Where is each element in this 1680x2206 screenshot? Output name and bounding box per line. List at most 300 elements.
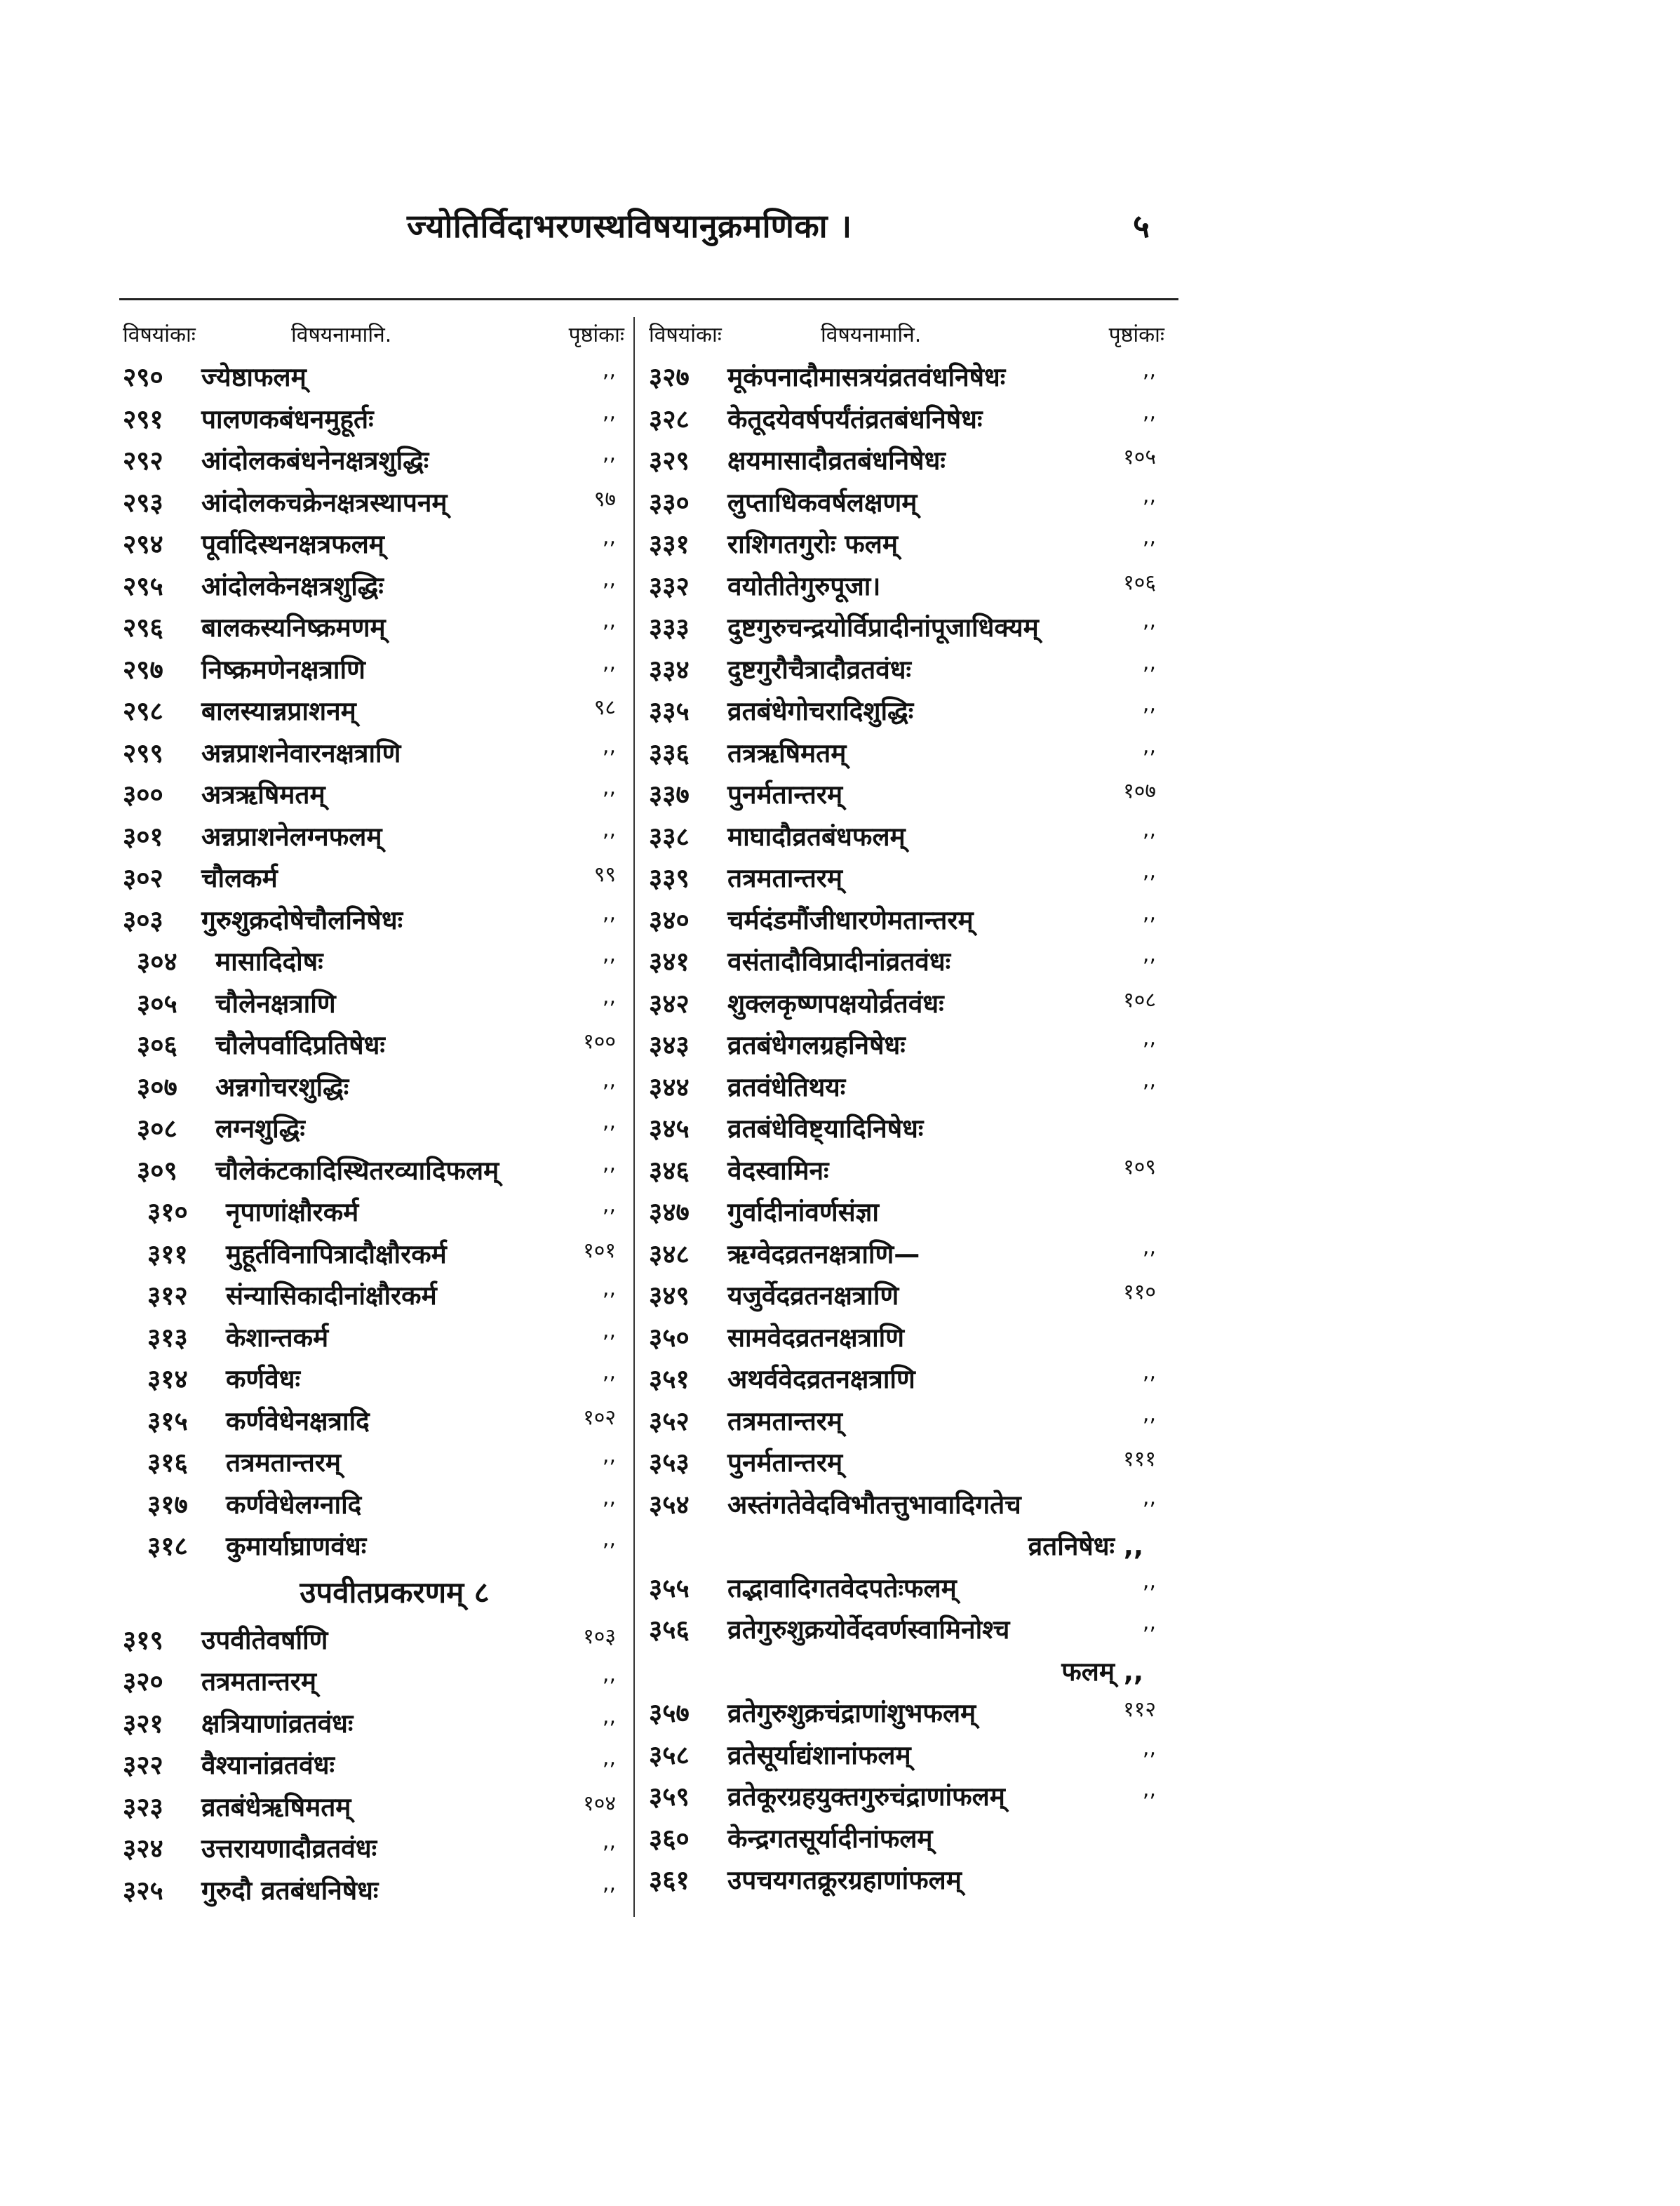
entry-page: ,, [602, 1318, 616, 1343]
toc-entry [123, 1318, 624, 1361]
entry-page: ,, [602, 441, 616, 466]
toc-entry [123, 901, 624, 943]
entry-title: आंदोलकचक्रेनक्षत्रस्थापनम् [201, 487, 448, 518]
toc-entry [123, 358, 624, 400]
entry-title: ज्येष्ठाफलम् [201, 362, 307, 392]
entry-number: ३२२ [123, 1750, 163, 1780]
toc-entry [649, 1026, 1164, 1068]
entry-number: २९७ [123, 654, 163, 685]
entry-title: तत्रमतान्तरम् [727, 1405, 843, 1436]
entry-title: मासादिदोषः [215, 947, 323, 977]
toc-entry [649, 650, 1164, 693]
entry-title: संन्यासिकादीनांक्षौरकर्म [226, 1281, 437, 1311]
entry-number: ३५१ [649, 1364, 690, 1394]
entry-title: अस्तंगतेवेदविभौतत्तुभावादिगतेच [727, 1489, 1021, 1520]
right-column-header [649, 319, 1164, 358]
toc-entry [649, 734, 1164, 776]
entry-title: वसंतादौविप्रादीनांव्रतवंधः [727, 947, 951, 977]
toc-entry [123, 525, 624, 567]
toc-entry [649, 1610, 1164, 1652]
entry-page: ,, [1142, 817, 1156, 842]
entry-page: ,, [1142, 692, 1156, 716]
entry-title: व्रतबंधेऋषिमतम् [201, 1791, 351, 1822]
entry-number: ३५४ [649, 1489, 690, 1520]
column-divider [633, 317, 635, 1917]
toc-entry [123, 1068, 624, 1110]
toc-entry [123, 1621, 624, 1663]
entry-title: व्रतेगुरुशुक्रयोर्वेदवर्णस्वामिनोश्च [727, 1615, 1010, 1645]
toc-entry [649, 483, 1164, 526]
entry-number: ३३३ [649, 613, 690, 643]
entry-title: गुरुशुक्रदोषेचौलनिषेधः [201, 904, 403, 935]
header-rule [119, 298, 1178, 300]
entry-title: यजुर्वेदव्रतनक्षत्राणि [727, 1281, 899, 1311]
name-header: विषयनामानि. [821, 323, 922, 347]
entry-page: ,, [602, 399, 616, 425]
entry-number: ३२७ [649, 362, 690, 392]
entry-number: ३४२ [649, 988, 690, 1019]
toc-entry [123, 734, 624, 776]
entry-page: ,, [602, 1829, 616, 1854]
toc-entry [123, 1402, 624, 1444]
serial-header: विषयांकाः [123, 323, 196, 347]
entry-number: ३१० [147, 1197, 188, 1227]
toc-entry [649, 1485, 1164, 1528]
toc-entry [649, 608, 1164, 650]
toc-entry [123, 775, 624, 817]
entry-number: ३४७ [649, 1197, 690, 1227]
toc-entry [123, 1746, 624, 1788]
entry-number: ३०१ [123, 821, 163, 852]
entry-number: ३०६ [137, 1030, 177, 1060]
entry-title: पुनर्मतान्तरम् [727, 780, 843, 810]
entry-title: तत्रमतान्तरम् [226, 1448, 342, 1478]
toc-entry [123, 1485, 624, 1528]
entry-page: ,, [1142, 1485, 1156, 1510]
entry-page: ,, [602, 1662, 616, 1687]
toc-entry [123, 1662, 624, 1704]
entry-number: २९६ [123, 613, 163, 643]
entry-number: ३०२ [123, 863, 163, 893]
entry-number: ३१४ [147, 1364, 188, 1394]
toc-entry [123, 692, 624, 734]
toc-entry [649, 358, 1164, 400]
toc-entry [123, 1443, 624, 1485]
toc-entry [649, 525, 1164, 567]
toc-entry [649, 1360, 1164, 1402]
entry-title: तत्रमतान्तरम् [727, 863, 843, 893]
entry-title: केशान्तकर्म [226, 1322, 329, 1353]
entry-title: केतूदयेवर्षपर्यंतंव्रतबंधनिषेधः [727, 403, 983, 434]
entry-number: ३२१ [123, 1708, 163, 1739]
entry-number: ३०९ [137, 1155, 177, 1186]
entry-number: ३१७ [147, 1489, 188, 1520]
toc-entry [123, 441, 624, 483]
entry-title: कुमार्याघ्राणवंधः [226, 1531, 367, 1561]
page-header-label: पृष्ठांकाः [568, 323, 624, 347]
entry-page: ,, [602, 608, 616, 633]
entry-number: ३१६ [147, 1448, 188, 1478]
entry-page: ,, [1142, 1067, 1156, 1092]
entry-page: ,, [602, 358, 616, 382]
toc-entry [649, 859, 1164, 901]
entry-number: ३५२ [649, 1405, 690, 1436]
right-column [649, 319, 1164, 1903]
entry-title: मुहूर्तविनापित्रादौक्षौरकर्म [226, 1238, 447, 1269]
entry-page: ,, [1142, 1735, 1156, 1760]
right-entries-a [649, 358, 1164, 1527]
entry-title: उत्तरायणादौव्रतवंधः [201, 1833, 377, 1864]
toc-entry [649, 1402, 1164, 1444]
toc-entry [123, 567, 624, 609]
entry-page: ,, [602, 1443, 616, 1468]
entry-number: ३५५ [649, 1572, 690, 1603]
entry-page: ११२ [1123, 1697, 1156, 1722]
entry-page: १०५ [1123, 445, 1156, 469]
toc-entry [649, 567, 1164, 609]
entry-page: ,, [602, 900, 616, 925]
entry-page: ,, [602, 1871, 616, 1896]
entry-title: उपवीतेवर्षाणि [201, 1624, 328, 1655]
entry-number: ३४४ [649, 1071, 690, 1102]
entry-page: ,, [602, 1276, 616, 1301]
entry-title: वेदस्वामिनः [727, 1155, 829, 1186]
toc-entry [649, 692, 1164, 734]
entry-page: ,, [1142, 1026, 1156, 1050]
entry-number: ३३६ [649, 737, 690, 768]
continuation-line: व्रतनिषेधः ,, [1028, 1531, 1143, 1561]
entry-page: ,, [602, 650, 616, 675]
page-header [0, 203, 1680, 246]
entry-number: ३०७ [137, 1071, 177, 1102]
toc-entry [123, 1871, 624, 1913]
entry-title: व्रतेगुरुशुक्रचंद्राणांशुभफलम् [727, 1698, 976, 1728]
entry-number: ३३१ [649, 529, 690, 559]
right-entries-b [649, 1569, 1164, 1652]
entry-number: ३६० [649, 1823, 690, 1854]
entry-number: ३३५ [649, 696, 690, 726]
toc-entry [123, 1527, 624, 1569]
entry-number: ३१८ [147, 1531, 188, 1561]
entry-title: उपचयगतक्रूरग्रहाणांफलम् [727, 1865, 962, 1895]
entry-number: ३१९ [123, 1624, 163, 1655]
toc-entry [649, 1235, 1164, 1277]
entry-title: केन्द्रगतसूर्यादीनांफलम् [727, 1823, 933, 1854]
page-header-label: पृष्ठांकाः [1108, 323, 1164, 347]
entry-page: ,, [602, 1151, 616, 1176]
entry-number: २९४ [123, 529, 163, 559]
toc-entry [649, 901, 1164, 943]
entry-title: अथर्ववेदव्रतनक्षत्राणि [727, 1364, 915, 1394]
entry-page: ,, [1142, 859, 1156, 883]
entry-number: ३२५ [123, 1875, 163, 1906]
entry-number: ३४९ [649, 1281, 690, 1311]
entry-title: आंदोलकेनक्षत्रशुद्धिः [201, 570, 384, 601]
entry-title: क्षयमासादौव्रतबंधनिषेधः [727, 446, 946, 476]
toc-entry [123, 1704, 624, 1746]
toc-entry [123, 1235, 624, 1277]
left-column-header [123, 319, 624, 358]
entry-page: ,, [1142, 1568, 1156, 1593]
entry-title: क्षत्रियाणांव्रतवंधः [201, 1708, 354, 1739]
entry-page: ,, [602, 1527, 616, 1551]
entry-number: ३५३ [649, 1448, 690, 1478]
toc-entry [123, 400, 624, 442]
entry-number: ३०८ [137, 1114, 177, 1144]
entry-page: ,, [602, 984, 616, 1009]
entry-number: ३२८ [649, 403, 690, 434]
entry-page: १०२ [583, 1405, 616, 1430]
toc-entry [123, 1360, 624, 1402]
entry-page: १०६ [1123, 570, 1156, 595]
toc-entry [649, 1777, 1164, 1819]
entry-page: ,, [602, 1746, 616, 1770]
toc-entry [123, 650, 624, 693]
entry-page: ,, [602, 566, 616, 591]
entry-page: १०७ [1123, 779, 1156, 803]
toc-entry [123, 984, 624, 1027]
entry-page: ,, [1142, 733, 1156, 758]
entry-title: दुष्टगुरुचन्द्रयोर्विप्रादीनांपूजाधिक्यम् [727, 613, 1039, 643]
continuation-line: फलम् ,, [1061, 1656, 1143, 1687]
toc-entry [123, 483, 624, 526]
toc-entry [123, 859, 624, 901]
entry-page: ,, [602, 733, 616, 758]
entry-page: ,, [602, 775, 616, 800]
entry-number: ३३८ [649, 821, 690, 852]
entry-title: मूकंपनादौमासत्रयंव्रतवंधनिषेधः [727, 362, 1006, 392]
entry-page: १०४ [583, 1791, 616, 1816]
entry-number: २९५ [123, 570, 163, 601]
entry-title: पुनर्मतान्तरम् [727, 1448, 843, 1478]
entry-number: ३३७ [649, 780, 690, 810]
entry-number: २९९ [123, 737, 163, 768]
entry-title: बालस्यान्नप्राशनम् [201, 696, 356, 726]
entry-page: ,, [1142, 900, 1156, 925]
toc-entry [123, 1026, 624, 1068]
entry-page: ९७ [593, 486, 616, 512]
toc-entry [649, 1694, 1164, 1736]
entry-number: ३३९ [649, 863, 690, 893]
entry-title: चर्मदंडमौंजीधारणेमतान्तरम् [727, 904, 974, 935]
entry-number: २९८ [123, 696, 163, 726]
entry-number: ३२३ [123, 1791, 163, 1822]
toc-entry [649, 1151, 1164, 1194]
toc-entry [649, 817, 1164, 860]
entry-number: ३५६ [649, 1615, 690, 1645]
entry-title: आंदोलकबंधनेनक्षत्रशुद्धिः [201, 446, 429, 476]
toc-entry [123, 1788, 624, 1830]
toc-entry [649, 1193, 1164, 1235]
toc-entry [649, 1861, 1164, 1903]
entry-page: १०३ [583, 1624, 616, 1649]
left-entries-a [123, 358, 624, 1569]
toc-entry [649, 1736, 1164, 1778]
entry-number: ३११ [147, 1238, 188, 1269]
toc-entry [649, 1068, 1164, 1110]
entry-number: ३५८ [649, 1739, 690, 1770]
entry-page: ,, [1142, 483, 1156, 508]
entry-title: राशिगतगुरोः फलम् [727, 529, 899, 559]
entry-number: ३२९ [649, 446, 690, 476]
entry-number: ३४५ [649, 1114, 690, 1144]
entry-title: तद्भावादिगतवेदपतेःफलम् [727, 1572, 957, 1603]
entry-page: ,, [1142, 650, 1156, 675]
entry-page: ,, [1142, 399, 1156, 425]
entry-number: ३३४ [649, 654, 690, 685]
entry-page: ,, [1142, 525, 1156, 549]
entry-title: अन्नप्राशनेलग्नफलम् [201, 821, 382, 852]
entry-title: बालकस्यनिष्क्रमणम् [201, 613, 386, 643]
entry-number: ३१३ [147, 1322, 188, 1353]
entry-number: ३४० [649, 904, 690, 935]
entry-title: पूर्वादिस्थनक्षत्रफलम् [201, 529, 384, 559]
page-title: ज्योतिर्विदाभरणस्थविषयानुक्रमणिका । [407, 207, 852, 245]
entry-page: ,, [1142, 358, 1156, 382]
entry-title: वयोतीतेगुरुपूजा। [727, 570, 881, 601]
entry-number: ३०३ [123, 904, 163, 935]
toc-entry [123, 817, 624, 860]
entry-title: कर्णवेधेनक्षत्रादि [226, 1405, 370, 1436]
entry-title: पालणकबंधनमुहूर्तः [201, 403, 374, 434]
toc-entry [649, 942, 1164, 984]
entry-title: व्रतेकूरग्रहयुक्तगुरुचंद्राणांफलम् [727, 1781, 1005, 1812]
entry-page: १०८ [1123, 987, 1156, 1012]
entry-title: अन्नप्राशनेवारनक्षत्राणि [201, 737, 401, 768]
entry-title: चौलेपर्वादिप्रतिषेधः [215, 1030, 385, 1060]
entry-number: ३५७ [649, 1698, 690, 1728]
entry-title: व्रतवंधेतिथयः [727, 1071, 846, 1102]
entry-number: २९३ [123, 487, 163, 518]
entry-title: सामवेदव्रतनक्षत्राणि [727, 1322, 905, 1353]
entry-title: व्रतबंधेगोचरादिशुद्धिः [727, 696, 914, 726]
entry-page: ,, [1142, 942, 1156, 967]
entry-number: ३०५ [137, 988, 177, 1019]
entry-title: चौलेकंटकादिस्थितरव्यादिफलम् [215, 1155, 499, 1186]
entry-page: १०९ [1123, 1154, 1156, 1179]
entry-title: तत्रमतान्तरम् [201, 1666, 317, 1697]
entry-number: ३२० [123, 1666, 163, 1697]
left-entries-b [123, 1621, 624, 1913]
toc-entry [649, 400, 1164, 442]
toc-entry [123, 608, 624, 650]
entry-page: ,, [1142, 1360, 1156, 1384]
entry-number: ३०० [123, 780, 163, 810]
left-column [123, 319, 624, 1913]
entry-title: वैश्यानांव्रतवंधः [201, 1750, 335, 1780]
toc-entry [649, 1443, 1164, 1485]
entry-title: ऋग्वेदव्रतनक्षत्राणि— [727, 1238, 920, 1269]
entry-title: कर्णवेधः [226, 1364, 300, 1394]
entry-page: ,, [602, 1109, 616, 1134]
entry-title: माघादौव्रतबंधफलम् [727, 821, 906, 852]
toc-entry [123, 1276, 624, 1318]
name-header: विषयनामानि. [291, 323, 392, 347]
toc-entry [123, 942, 624, 984]
toc-entry [649, 441, 1164, 483]
entry-page: ,, [1142, 1610, 1156, 1635]
serial-header: विषयांकाः [649, 323, 722, 347]
entry-title: व्रतबंधेगलग्रहनिषेधः [727, 1030, 906, 1060]
entry-title: निष्क्रमणेनक्षत्राणि [201, 654, 365, 685]
entry-number: ३३० [649, 487, 690, 518]
entry-number: २९१ [123, 403, 163, 434]
entry-page: ११० [1123, 1280, 1156, 1304]
entry-title: कर्णवेधेलग्नादि [226, 1489, 362, 1520]
entry-number: ३१५ [147, 1405, 188, 1436]
entry-page: ,, [1142, 1234, 1156, 1259]
entry-title: गुरुदौ व्रतबंधनिषेधः [201, 1875, 379, 1906]
entry-title: दुष्टगुरौचैत्रादौव्रतवंधः [727, 654, 911, 685]
entry-number: ३२४ [123, 1833, 163, 1864]
entry-page: ,, [602, 1067, 616, 1092]
right-entries-c [649, 1694, 1164, 1903]
toc-entry [123, 1109, 624, 1151]
entry-title: नृपाणांक्षौरकर्म [226, 1197, 359, 1227]
entry-title: अन्नगोचरशुद्धिः [215, 1071, 349, 1102]
entry-page: ,, [602, 817, 616, 842]
entry-page: ,, [602, 1704, 616, 1729]
section-heading: उपवीतप्रकरणम् ८ [300, 1575, 490, 1610]
toc-entry [649, 1569, 1164, 1611]
entry-page: १११ [1123, 1447, 1156, 1471]
entry-number: ३४१ [649, 947, 690, 977]
entry-page: ,, [602, 1485, 616, 1510]
entry-number: ३३२ [649, 570, 690, 601]
entry-page: ,, [602, 1360, 616, 1384]
entry-page: ,, [602, 525, 616, 549]
entry-title: व्रतेसूर्याद्यंशानांफलम् [727, 1739, 911, 1770]
entry-page: ,, [602, 1193, 616, 1217]
entry-page: १०० [583, 1029, 616, 1054]
entry-number: ३६१ [649, 1865, 690, 1895]
entry-number: २९० [123, 362, 163, 392]
entry-number: २९२ [123, 446, 163, 476]
entry-title: चौलकर्म [201, 863, 278, 893]
entry-title: अत्रऋषिमतम् [201, 780, 325, 810]
toc-entry [649, 775, 1164, 817]
toc-entry [649, 1318, 1164, 1361]
entry-title: चौलेनक्षत्राणि [215, 988, 336, 1019]
toc-entry [649, 1276, 1164, 1318]
entry-page: १०१ [583, 1238, 616, 1263]
entry-number: ३०४ [137, 947, 177, 977]
toc-entry [123, 1151, 624, 1194]
entry-title: व्रतबंधेविष्ट्यादिनिषेधः [727, 1114, 924, 1144]
entry-title: गुर्वादीनांवर्णसंज्ञा [727, 1197, 879, 1227]
entry-number: ३४६ [649, 1155, 690, 1186]
entry-page: ९९ [593, 862, 616, 887]
entry-number: ३१२ [147, 1281, 188, 1311]
entry-page: ,, [1142, 1401, 1156, 1426]
toc-entry [649, 1819, 1164, 1861]
entry-number: ३४३ [649, 1030, 690, 1060]
entry-page: ९८ [593, 695, 616, 720]
toc-entry [649, 1109, 1164, 1151]
entry-page: ,, [1142, 1777, 1156, 1802]
entry-number: ३५९ [649, 1781, 690, 1812]
entry-title: लग्नशुद्धिः [215, 1114, 305, 1144]
toc-entry [649, 984, 1164, 1027]
entry-page: ,, [1142, 608, 1156, 633]
entry-page: ,, [602, 942, 616, 967]
toc-entry [123, 1829, 624, 1871]
entry-number: ३४८ [649, 1238, 690, 1269]
entry-title: तत्रऋषिमतम् [727, 737, 847, 768]
page-number: ५ [1133, 207, 1150, 245]
toc-entry [123, 1193, 624, 1235]
entry-number: ३५० [649, 1322, 690, 1353]
